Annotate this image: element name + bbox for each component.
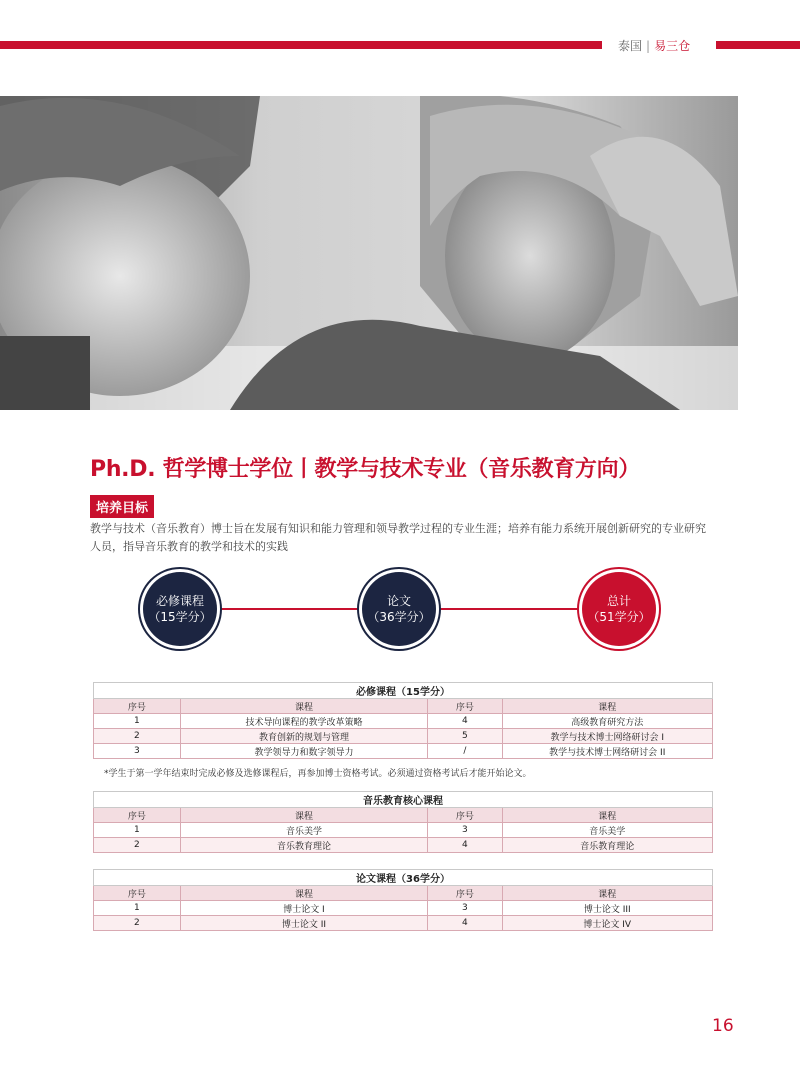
header-bar-right [716,41,800,49]
header-cell: 课程 [502,808,712,823]
flow-circle-credits: （51学分） [587,610,651,624]
table-cell: 教学领导力和数字领导力 [180,744,428,759]
table-cell: 1 [94,823,181,838]
table-music-core-courses [93,791,713,853]
table-caption: 论文课程（36学分） [94,870,713,886]
table-cell: 教学与技术博士网络研讨会 II [502,744,712,759]
table-caption: 音乐教育核心课程 [94,792,713,808]
header-cell: 序号 [428,886,502,901]
table-caption: 必修课程（15学分） [94,683,713,699]
table-cell: 音乐教育理论 [180,838,428,853]
brand-separator: | [646,39,651,53]
table-cell: 3 [428,901,502,916]
header-cell: 课程 [502,886,712,901]
table-thesis-courses [93,869,713,931]
header-cell: 序号 [94,886,181,901]
header-cell: 序号 [428,808,502,823]
table-cell: 博士论文 III [502,901,712,916]
table-cell: 5 [428,729,502,744]
header-cell: 序号 [94,699,181,714]
page-number: 16 [712,1016,734,1036]
table-row [94,729,713,744]
flow-circle-thesis [362,572,436,646]
flow-circle-label: 论文 [386,594,411,608]
table-cell: 4 [428,838,502,853]
flow-circle-label: 总计 [606,594,631,608]
table-cell: 3 [94,744,181,759]
flow-circle-credits: （15学分） [148,610,212,624]
table-cell: 博士论文 II [180,916,428,931]
table-cell: 2 [94,729,181,744]
table-cell: 4 [428,916,502,931]
table-cell: 4 [428,714,502,729]
table-cell: 高级教育研究方法 [502,714,712,729]
intro-paragraph: 教学与技术（音乐教育）博士旨在发展有知识和能力管理和领导教学过程的专业生涯；培养有能力系统开展创新研究的专业研究人员，指导音乐教育的教学和技术的实践 [90,522,706,553]
flow-circle-credits: （36学分） [367,610,431,624]
hero-photo [0,96,738,410]
page-title: Ph.D. 哲学博士学位丨教学与技术专业（音乐教育方向） [90,457,641,482]
header-cell: 课程 [180,808,428,823]
table-cell: 音乐美学 [180,823,428,838]
table-cell: 1 [94,901,181,916]
header-cell: 课程 [502,699,712,714]
header-cell: 课程 [180,699,428,714]
header-brand [618,37,690,54]
table-row [94,901,713,916]
table-cell: 2 [94,838,181,853]
table-row [94,838,713,853]
brand-name: 易三仓 [654,39,691,53]
header-cell: 序号 [428,699,502,714]
table-header-row [94,699,713,714]
flow-circle-label: 必修课程 [155,594,204,608]
table-header-row [94,886,713,901]
flow-circle-required [143,572,217,646]
table-cell: 音乐教育理论 [502,838,712,853]
table-row [94,916,713,931]
table-cell: 技术导向课程的教学改革策略 [180,714,428,729]
table-cell: 博士论文 I [180,901,428,916]
header-cell: 课程 [180,886,428,901]
table-cell: 1 [94,714,181,729]
table-cell: 博士论文 IV [502,916,712,931]
header-bar-left [0,41,602,49]
table-cell: 2 [94,916,181,931]
table-cell: 教育创新的规划与管理 [180,729,428,744]
table-cell: 3 [428,823,502,838]
table-row [94,823,713,838]
footnote: *学生于第一学年结束时完成必修及选修课程后，再参加博士资格考试。必须通过资格考试后才能开始论文。 [104,769,532,779]
flow-circle-total [582,572,656,646]
table-cell: / [428,744,502,759]
section-tag: 培养目标 [90,495,154,518]
table-row [94,744,713,759]
hero-photo-illustration [0,96,738,410]
table-row [94,714,713,729]
table-cell: 教学与技术博士网络研讨会 I [502,729,712,744]
table-cell: 音乐美学 [502,823,712,838]
table-required-courses [93,682,713,759]
table-header-row [94,808,713,823]
header-cell: 序号 [94,808,181,823]
brand-country: 泰国 [618,39,643,53]
